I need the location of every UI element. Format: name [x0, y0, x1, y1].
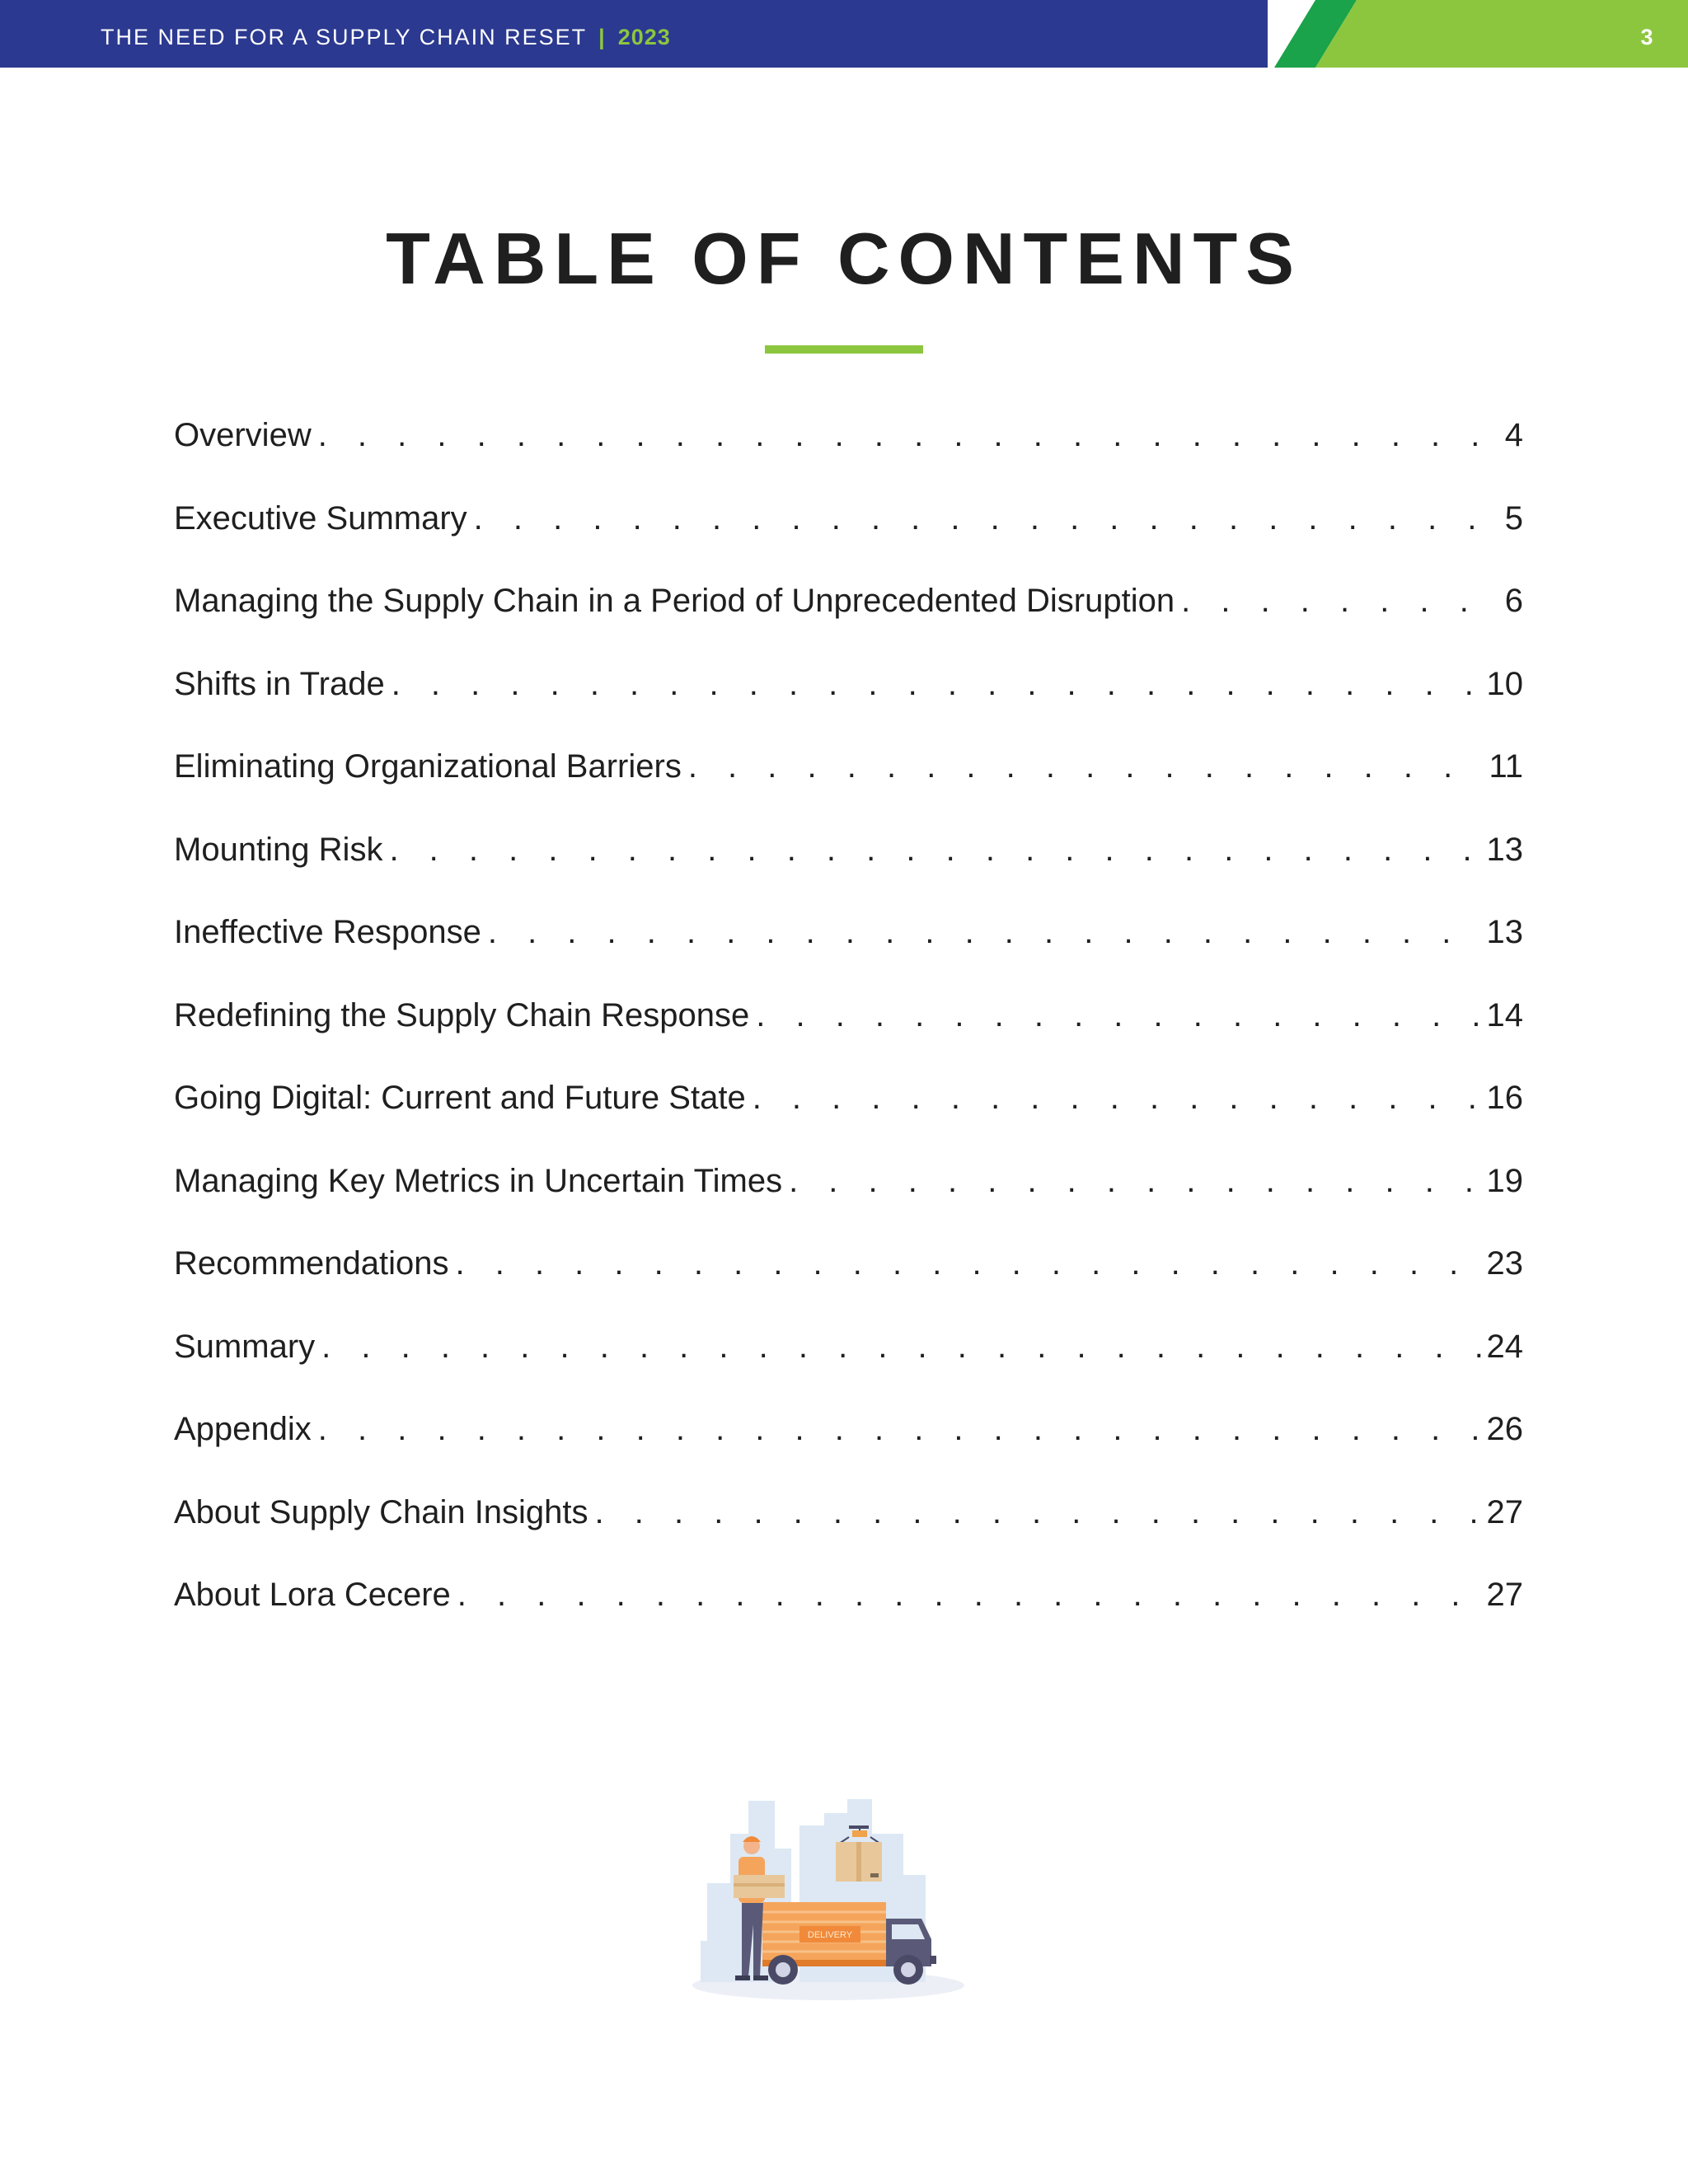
- report-year: 2023: [617, 25, 671, 49]
- toc-entry-page: 13: [1486, 831, 1523, 868]
- toc-entry-organizational-barriers[interactable]: [174, 748, 1523, 832]
- toc-entry-about-supply-chain-insights[interactable]: [174, 1494, 1523, 1577]
- toc-entry-title: Shifts in Trade: [174, 665, 385, 702]
- toc-dot-leader: [321, 1329, 1483, 1366]
- toc-entry-title: About Lora Cecere: [174, 1577, 451, 1613]
- toc-entry-page: 26: [1486, 1411, 1523, 1447]
- toc-entry-title: Overview: [174, 417, 312, 453]
- toc-dot-leader: [456, 1245, 1484, 1282]
- toc-entry-title: Managing the Supply Chain in a Period of Unprecedented Disruption: [174, 583, 1175, 619]
- toc-entry-title: Ineffective Response: [174, 914, 481, 950]
- toc-entry-page: 11: [1489, 748, 1523, 785]
- toc-dot-leader: [318, 1411, 1484, 1448]
- toc-entry-mounting-risk[interactable]: [174, 832, 1523, 915]
- header-separator: |: [598, 25, 607, 49]
- toc-dot-leader: [756, 997, 1483, 1034]
- toc-entry-recommendations[interactable]: [174, 1245, 1523, 1329]
- toc-entry-executive-summary[interactable]: [174, 500, 1523, 583]
- toc-entry-page: 19: [1486, 1162, 1523, 1199]
- toc-entry-page: 27: [1486, 1577, 1523, 1613]
- toc-entry-title: Eliminating Organizational Barriers: [174, 748, 682, 785]
- toc-entry-title: Recommendations: [174, 1245, 449, 1282]
- toc-entry-about-lora-cecere[interactable]: [174, 1577, 1523, 1660]
- toc-entry-page: 13: [1486, 914, 1523, 950]
- toc-dot-leader: [1181, 583, 1502, 620]
- toc-entry-title: Redefining the Supply Chain Response: [174, 996, 750, 1033]
- heading-underline: [765, 345, 923, 354]
- toc-entry-page: 27: [1486, 1493, 1523, 1530]
- toc-dot-leader: [753, 1080, 1484, 1117]
- toc-entry-shifts-in-trade[interactable]: [174, 666, 1523, 749]
- page-number: 3: [1640, 25, 1653, 49]
- toc-dot-leader: [457, 1577, 1484, 1614]
- toc-entry-title: Appendix: [174, 1411, 312, 1447]
- report-title: [101, 0, 671, 68]
- toc-entry-page: 14: [1486, 996, 1523, 1033]
- toc-dot-leader: [789, 1163, 1483, 1200]
- toc-dot-leader: [474, 500, 1502, 537]
- toc-entry-page: 16: [1486, 1080, 1523, 1116]
- page-header: [0, 0, 1688, 68]
- toc-entry-page: 23: [1486, 1245, 1523, 1282]
- toc-entry-page: 10: [1486, 665, 1523, 702]
- toc-entry-managing-disruption[interactable]: [174, 583, 1523, 666]
- toc-entry-key-metrics[interactable]: [174, 1163, 1523, 1246]
- toc-entry-page: 6: [1504, 583, 1523, 619]
- toc-entry-title: Mounting Risk: [174, 831, 383, 868]
- toc-entry-page: 5: [1504, 499, 1523, 537]
- toc-entry-overview[interactable]: [174, 417, 1523, 500]
- toc-entry-redefining-response[interactable]: [174, 997, 1523, 1080]
- toc-entry-title: Going Digital: Current and Future State: [174, 1080, 746, 1116]
- toc-entry-page: 4: [1504, 417, 1523, 453]
- toc-entry-going-digital[interactable]: [174, 1080, 1523, 1163]
- delivery-illustration: [684, 1751, 973, 2007]
- truck-label: DELIVERY: [807, 1930, 853, 1940]
- toc-entry-ineffective-response[interactable]: [174, 914, 1523, 997]
- toc-entry-title: Summary: [174, 1328, 316, 1365]
- toc-dot-leader: [318, 417, 1502, 454]
- toc-entry-page: 24: [1486, 1328, 1523, 1365]
- page-title: TABLE OF CONTENTS: [386, 218, 1302, 299]
- toc-dot-leader: [595, 1494, 1484, 1531]
- toc-dot-leader: [488, 914, 1484, 951]
- toc-entry-title: Executive Summary: [174, 499, 467, 537]
- toc-list: [174, 417, 1523, 1660]
- toc-entry-title: About Supply Chain Insights: [174, 1493, 588, 1530]
- toc-entry-appendix[interactable]: [174, 1411, 1523, 1494]
- toc-dot-leader: [392, 666, 1484, 703]
- toc-entry-summary[interactable]: [174, 1329, 1523, 1412]
- report-title-text: THE NEED FOR A SUPPLY CHAIN RESET: [101, 25, 588, 49]
- toc-dot-leader: [688, 748, 1486, 785]
- toc-entry-title: Managing Key Metrics in Uncertain Times: [174, 1162, 783, 1199]
- toc-dot-leader: [389, 832, 1483, 869]
